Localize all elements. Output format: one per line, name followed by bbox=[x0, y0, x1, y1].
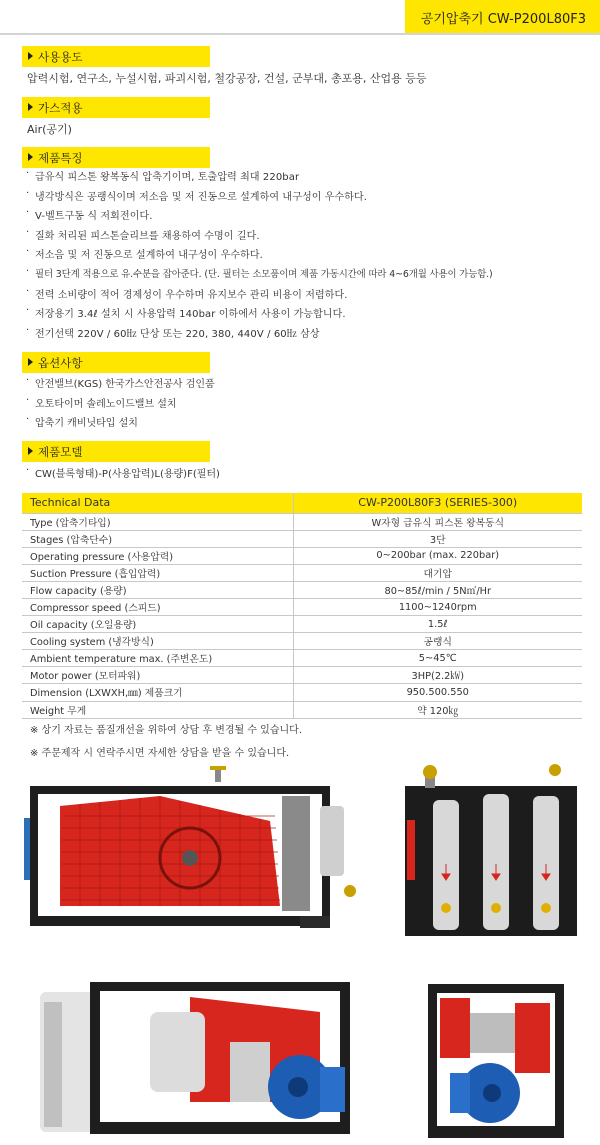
usage-text: 압력시험, 연구소, 누설시험, 파괴시험, 철강공장, 건설, 군부대, 총포용, 산업용 등등 bbox=[27, 72, 427, 85]
spec-key: Dimension (LXWXH,㎜) 제품크기 bbox=[22, 684, 293, 701]
triangle-icon bbox=[28, 358, 33, 366]
spec-header-key: Technical Data bbox=[22, 493, 293, 513]
spec-key: Type (압축기타입) bbox=[22, 513, 293, 530]
spec-key: Ambient temperature max. (주변온도) bbox=[22, 650, 293, 667]
spec-value: 1100~1240rpm bbox=[293, 598, 582, 615]
section-title-gas: 가스적용 bbox=[38, 101, 83, 115]
option-item: · 압축기 캐비닛타입 설치 bbox=[26, 414, 215, 434]
triangle-icon bbox=[28, 52, 33, 60]
model-item: · CW(블록형태)-P(사용압력)L(용량)F(필터) bbox=[26, 465, 220, 485]
spec-header-value: CW-P200L80F3 (SERIES-300) bbox=[293, 493, 582, 513]
table-row bbox=[22, 633, 582, 650]
spec-value: 80~85ℓ/min / 5N㎥/Hr bbox=[293, 581, 582, 598]
compressor-front-photo bbox=[20, 766, 365, 936]
table-row bbox=[22, 547, 582, 564]
options-list bbox=[26, 375, 215, 434]
spec-value: 대기압 bbox=[293, 564, 582, 581]
spec-value: 공랭식 bbox=[293, 633, 582, 650]
spec-value: W자형 급유식 피스톤 왕복동식 bbox=[293, 513, 582, 530]
compressor-motor-illustration bbox=[20, 952, 365, 1142]
triangle-icon bbox=[28, 447, 33, 455]
table-row bbox=[22, 667, 582, 684]
gas-text: Air(공기) bbox=[27, 123, 72, 136]
table-row bbox=[22, 650, 582, 667]
section-header-options bbox=[22, 352, 210, 373]
section-header-features bbox=[22, 147, 210, 168]
top-header bbox=[0, 0, 600, 35]
table-row bbox=[22, 598, 582, 615]
table-row bbox=[22, 581, 582, 598]
spec-table-header bbox=[22, 493, 582, 513]
features-list bbox=[26, 168, 493, 344]
compressor-filter-side-photo bbox=[405, 760, 577, 936]
section-title-features: 제품특징 bbox=[38, 151, 83, 165]
feature-item: · V-벨트구동 식 저회전이다. bbox=[26, 207, 493, 227]
spec-key: Cooling system (냉각방식) bbox=[22, 633, 293, 650]
spec-key: Stages (압축단수) bbox=[22, 530, 293, 547]
model-list bbox=[26, 465, 220, 485]
spec-key: Operating pressure (사용압력) bbox=[22, 547, 293, 564]
spec-value: 950.500.550 bbox=[293, 684, 582, 701]
table-row bbox=[22, 701, 582, 718]
spec-key: Flow capacity (용량) bbox=[22, 581, 293, 598]
section-title-options: 옵션사항 bbox=[38, 356, 83, 370]
section-header-model bbox=[22, 441, 210, 462]
option-item: · 오토타이머 솔레노이드밸브 설치 bbox=[26, 395, 215, 415]
note-text: ※ 상기 자료는 품질개선을 위하여 상담 후 변경될 수 있습니다. bbox=[30, 725, 303, 736]
section-header-gas bbox=[22, 97, 210, 118]
spec-value: 3HP(2.2㎾) bbox=[293, 667, 582, 684]
compressor-back-photo bbox=[420, 958, 572, 1142]
triangle-icon bbox=[28, 103, 33, 111]
compressor-front-illustration bbox=[20, 766, 365, 936]
spec-value: 1.5ℓ bbox=[293, 616, 582, 633]
compressor-motor-photo bbox=[20, 952, 365, 1142]
table-row bbox=[22, 513, 582, 530]
feature-item: · 급유식 피스톤 왕복동식 압축기이며, 토출압력 최대 220bar bbox=[26, 168, 493, 188]
table-row bbox=[22, 684, 582, 701]
feature-item: · 전기선택 220V / 60㎐ 단상 또는 220, 380, 440V / 60㎐ 삼상 bbox=[26, 325, 493, 345]
spec-key: Compressor speed (스피드) bbox=[22, 598, 293, 615]
table-row bbox=[22, 564, 582, 581]
header-divider bbox=[0, 33, 600, 35]
table-row bbox=[22, 616, 582, 633]
option-item: · 안전밸브(KGS) 한국가스안전공사 검인품 bbox=[26, 375, 215, 395]
spec-table bbox=[22, 493, 582, 719]
spec-key: Motor power (모터파워) bbox=[22, 667, 293, 684]
title-box bbox=[405, 0, 600, 33]
note-text: ※ 주문제작 시 연락주시면 자세한 상담을 받을 수 있습니다. bbox=[30, 748, 290, 759]
section-title-model: 제품모델 bbox=[38, 445, 83, 459]
feature-item: · 저장용기 3.4ℓ 설치 시 사용압력 140bar 이하에서 사용이 가능합니다. bbox=[26, 305, 493, 325]
compressor-back-illustration bbox=[420, 958, 572, 1142]
spec-value: 3단 bbox=[293, 530, 582, 547]
feature-item: · 전력 소비량이 적어 경제성이 우수하며 유지보수 관리 비용이 저렴하다. bbox=[26, 286, 493, 306]
feature-item: · 냉각방식은 공랭식이며 저소음 및 저 진동으로 설계하여 내구성이 우수하다. bbox=[26, 188, 493, 208]
feature-item: · 필터 3단계 적용으로 유.수분을 잡아준다. (단. 필터는 소모품이며 제품 가동시간에 따라 4~6개월 사용이 가능함.) bbox=[26, 266, 493, 286]
spec-key: Weight 무게 bbox=[22, 701, 293, 718]
spec-key: Suction Pressure (흡입압력) bbox=[22, 564, 293, 581]
section-title-usage: 사용용도 bbox=[38, 50, 83, 64]
spec-key: Oil capacity (오일용량) bbox=[22, 616, 293, 633]
feature-item: · 저소음 및 저 진동으로 설계하여 내구성이 우수하다. bbox=[26, 246, 493, 266]
table-row bbox=[22, 530, 582, 547]
filter-side-illustration bbox=[405, 760, 577, 936]
feature-item: · 질화 처리된 피스톤슬리브를 채용하여 수명이 길다. bbox=[26, 227, 493, 247]
spec-value: 0~200bar (max. 220bar) bbox=[293, 547, 582, 564]
page-title: 공기압축기 CW-P200L80F3 bbox=[420, 12, 586, 27]
triangle-icon bbox=[28, 153, 33, 161]
section-header-usage bbox=[22, 46, 210, 67]
spec-value: 5~45℃ bbox=[293, 650, 582, 667]
spec-value: 약 120㎏ bbox=[293, 701, 582, 718]
